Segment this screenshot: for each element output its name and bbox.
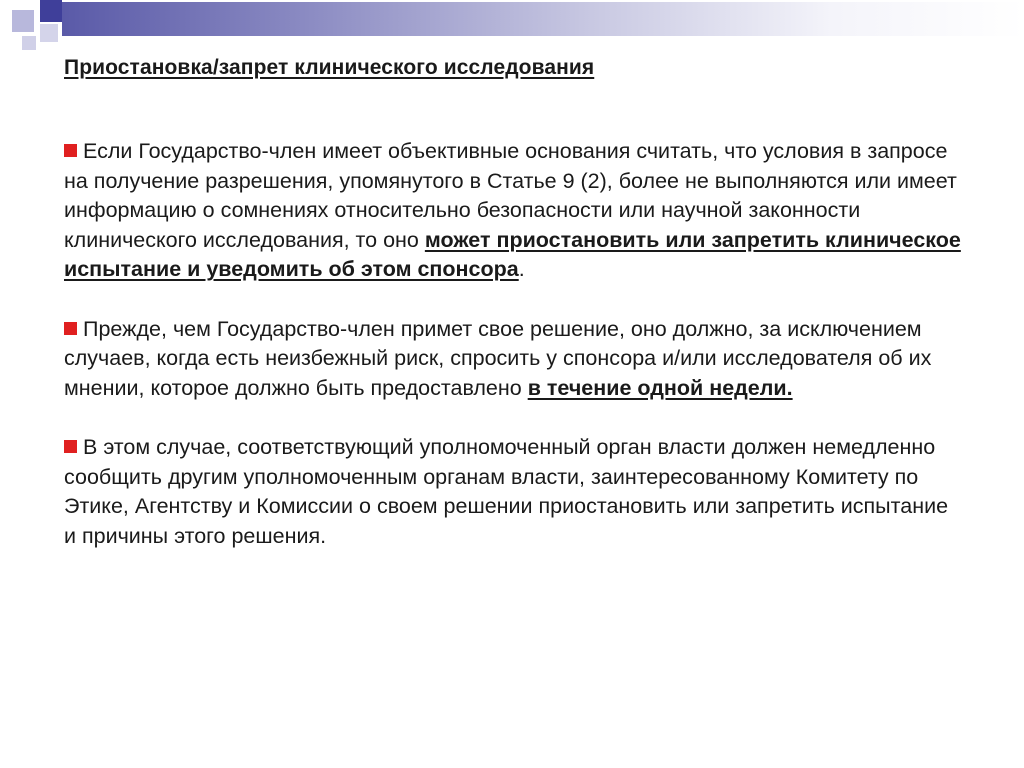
paragraph-1 — [64, 137, 964, 285]
decorative-square — [40, 0, 62, 22]
header-gradient-bar — [62, 2, 1024, 36]
decorative-square — [40, 24, 58, 42]
decorative-square — [22, 36, 36, 50]
paragraph-3 — [64, 433, 964, 551]
paragraph-text-after: . — [518, 257, 525, 282]
paragraph-text: Прежде, чем Государство-член примет свое решение, оно должно, за исключением случаев, когда есть неизбежный риск, спросить у спонсора и/или исследователя об их мнении, которое должно быть предоставлено — [64, 316, 932, 400]
decorative-square — [12, 10, 34, 32]
paragraph-text: В этом случае, соответствующий уполномоченный орган власти должен немедленно сообщить другим уполномоченным органам власти, заинтересованному Комитету по Этике, Агентству и Комиссии о своем решении приостановить или запретить испытание и причины этого решения. — [64, 434, 949, 548]
square-bullet-icon — [64, 322, 77, 335]
slide-title: Приостановка/запрет клинического исследования — [64, 56, 595, 79]
paragraph-text: Если Государство-член имеет объективные основания считать, что условия в запросе на получение разрешения, упомянутого в Статье 9 (2), более не выполняются или имеет информацию о сомнениях относительно безопасности или научной законности клинического исследования, то оно — [64, 139, 957, 252]
square-bullet-icon — [64, 144, 77, 157]
paragraph-2 — [64, 315, 964, 404]
paragraph-emphasis: в течение одной недели. — [527, 375, 793, 400]
paragraph-emphasis: может приостановить или запретить клиническое испытание и уведомить об этом спонсора — [64, 227, 961, 282]
slide-body — [64, 137, 964, 581]
square-bullet-icon — [64, 440, 77, 453]
